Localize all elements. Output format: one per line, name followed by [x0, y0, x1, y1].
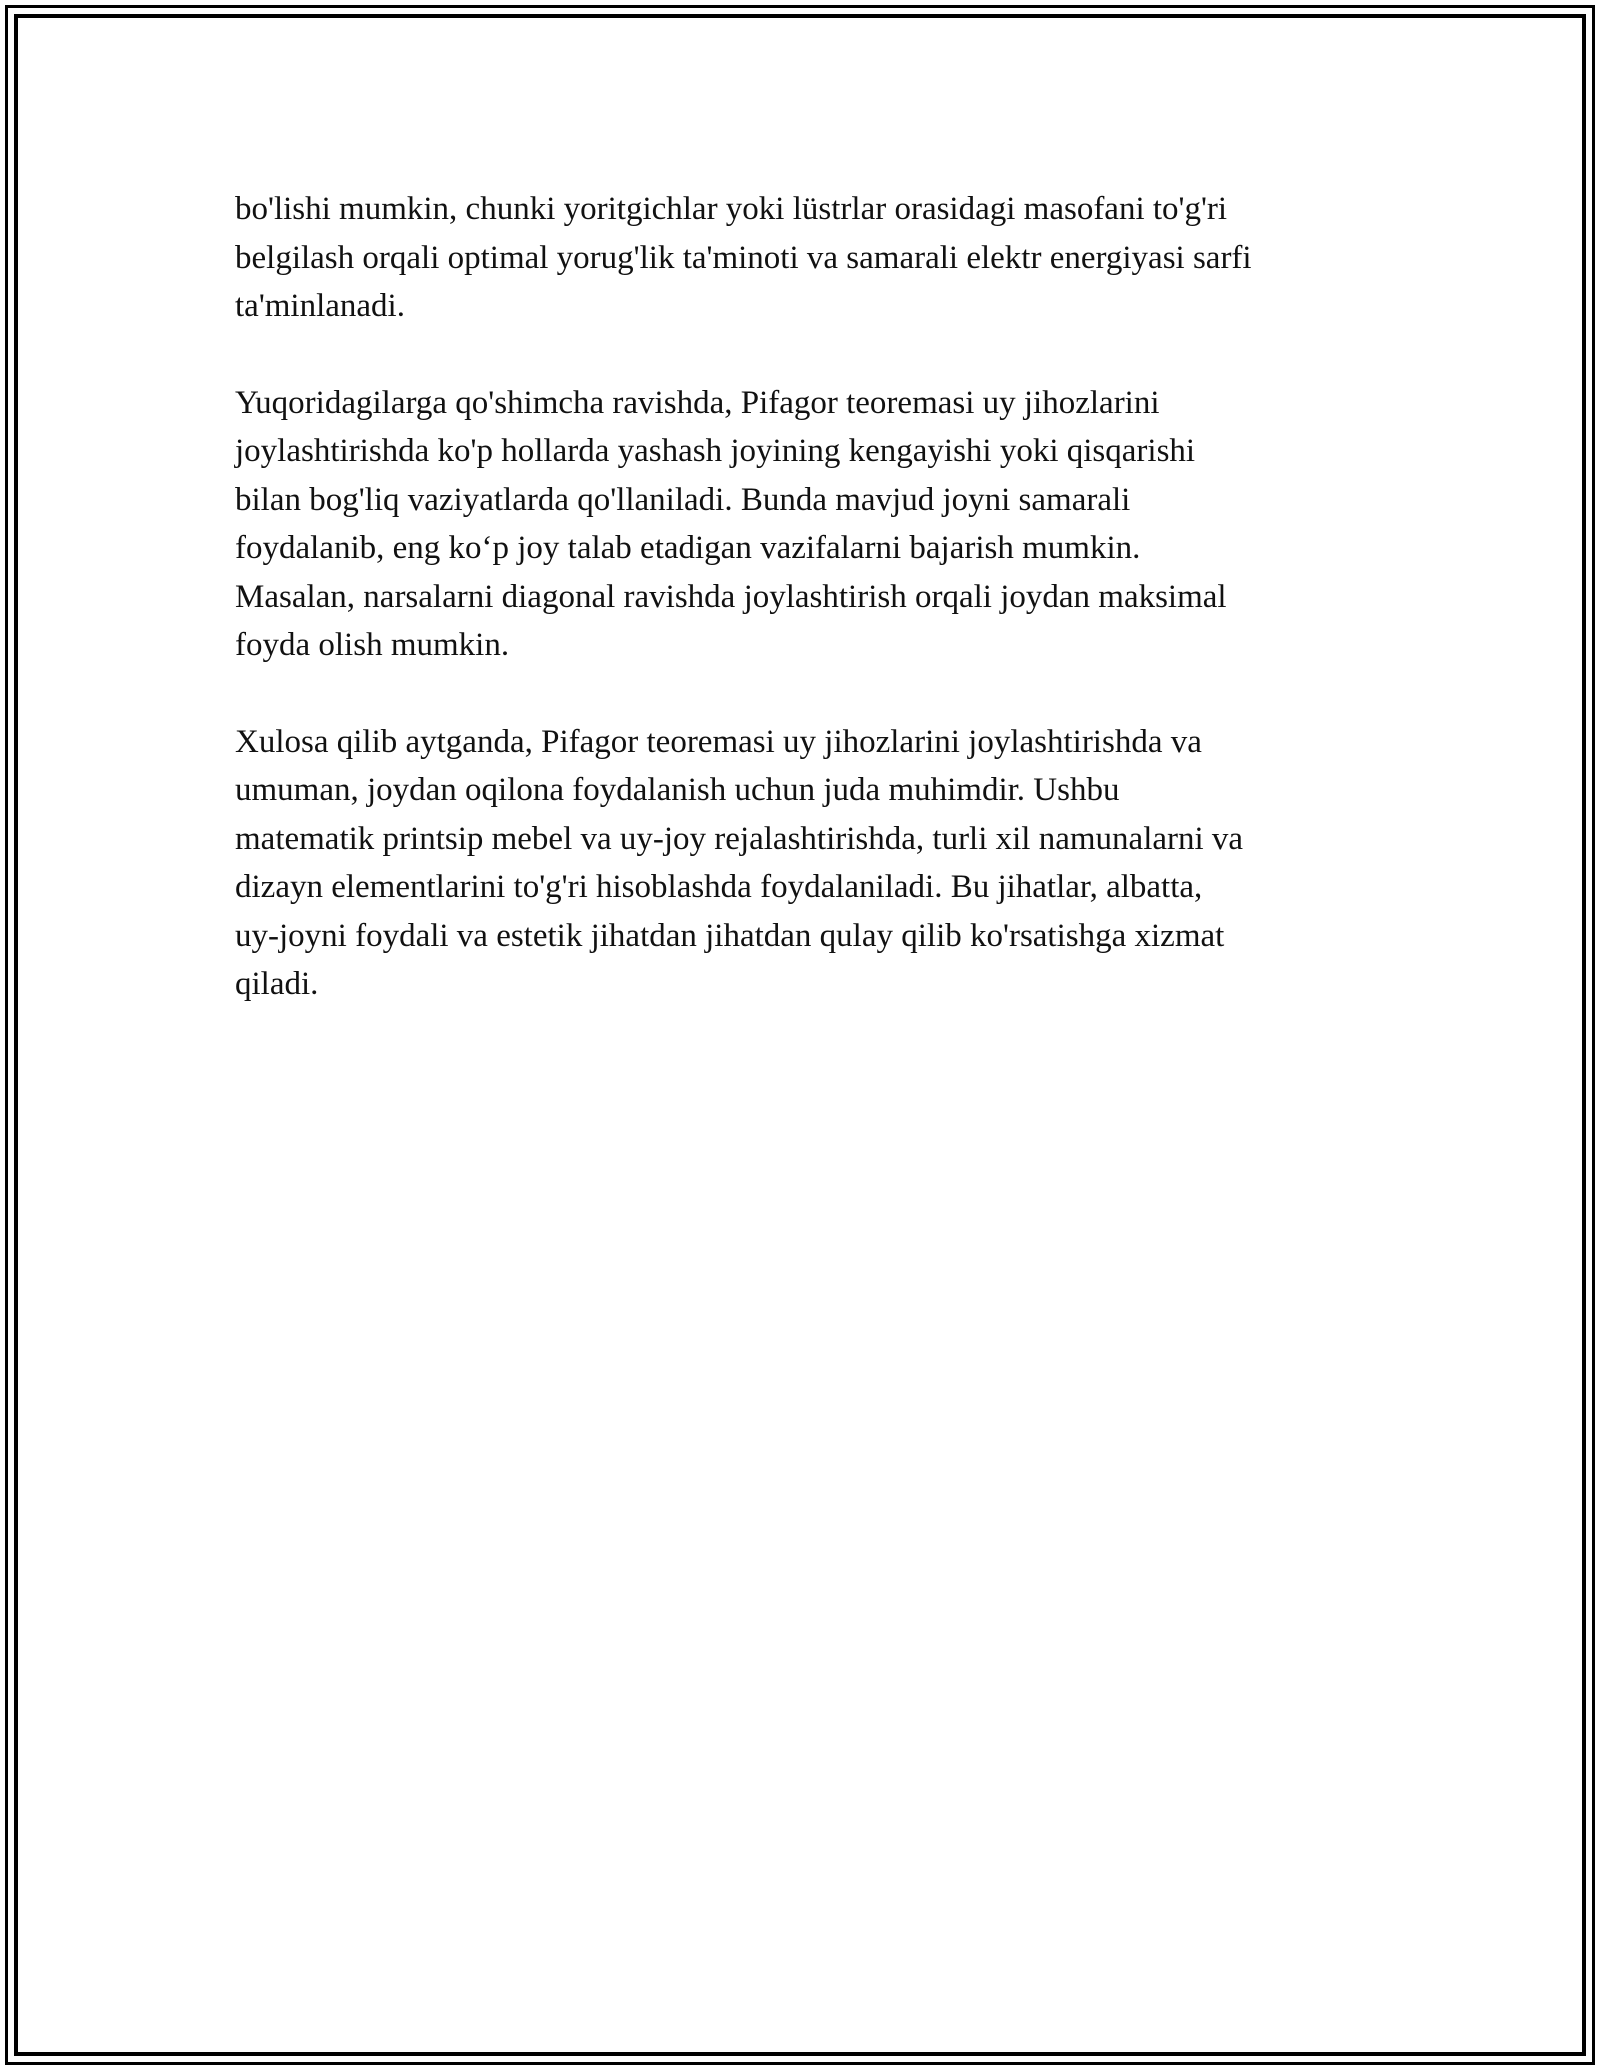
paragraph-3 — [235, 718, 1385, 1009]
paragraph-line: dizayn elementlarini to'g'ri hisoblashda foydalaniladi. Bu jihatlar, albatta, — [235, 869, 1203, 905]
paragraph-line: umuman, joydan oqilona foydalanish uchun juda muhimdir. Ushbu — [235, 772, 1120, 808]
paragraph-line: uy-joyni foydali va estetik jihatdan jihatdan qulay qilib ko'rsatishga xizmat — [235, 917, 1225, 954]
paragraph-line: bo'lishi mumkin, chunki yoritgichlar yoki lüstrlar orasidagi masofani to'g'ri — [235, 191, 1228, 227]
paragraph-line: Yuqoridagilarga qo'shimcha ravishda, Pifagor teoremasi uy jihozlarini — [235, 384, 1160, 421]
paragraph-line: Xulosa qilib aytganda, Pifagor teoremasi uy jihozlarini joylashtirishda va — [235, 723, 1202, 760]
paragraph-1 — [235, 185, 1385, 331]
paragraph-line: foydalanib, eng ko‘p joy talab etadigan vazifalarni bajarish mumkin. — [235, 530, 1141, 566]
paragraph-line: qiladi. — [235, 966, 319, 1002]
paragraph-line: joylashtirishda ko'p hollarda yashash joyining kengayishi yoki qisqarishi — [235, 433, 1196, 469]
paragraph-line: matematik printsip mebel va uy-joy rejalashtirishda, turli xil namunalarni va — [235, 820, 1244, 857]
paragraph-line: bilan bog'liq vaziyatlarda qo'llaniladi. Bunda mavjud joyni samarali — [235, 481, 1131, 518]
page-content — [235, 185, 1385, 1057]
paragraph-line: belgilash orqali optimal yorug'lik ta'minoti va samarali elektr energiyasi sarfi — [235, 239, 1252, 276]
paragraph-line: ta'minlanadi. — [235, 288, 405, 324]
paragraph-2 — [235, 379, 1385, 670]
paragraph-line: foyda olish mumkin. — [235, 627, 510, 663]
paragraph-line: Masalan, narsalarni diagonal ravishda joylashtirish orqali joydan maksimal — [235, 578, 1227, 615]
